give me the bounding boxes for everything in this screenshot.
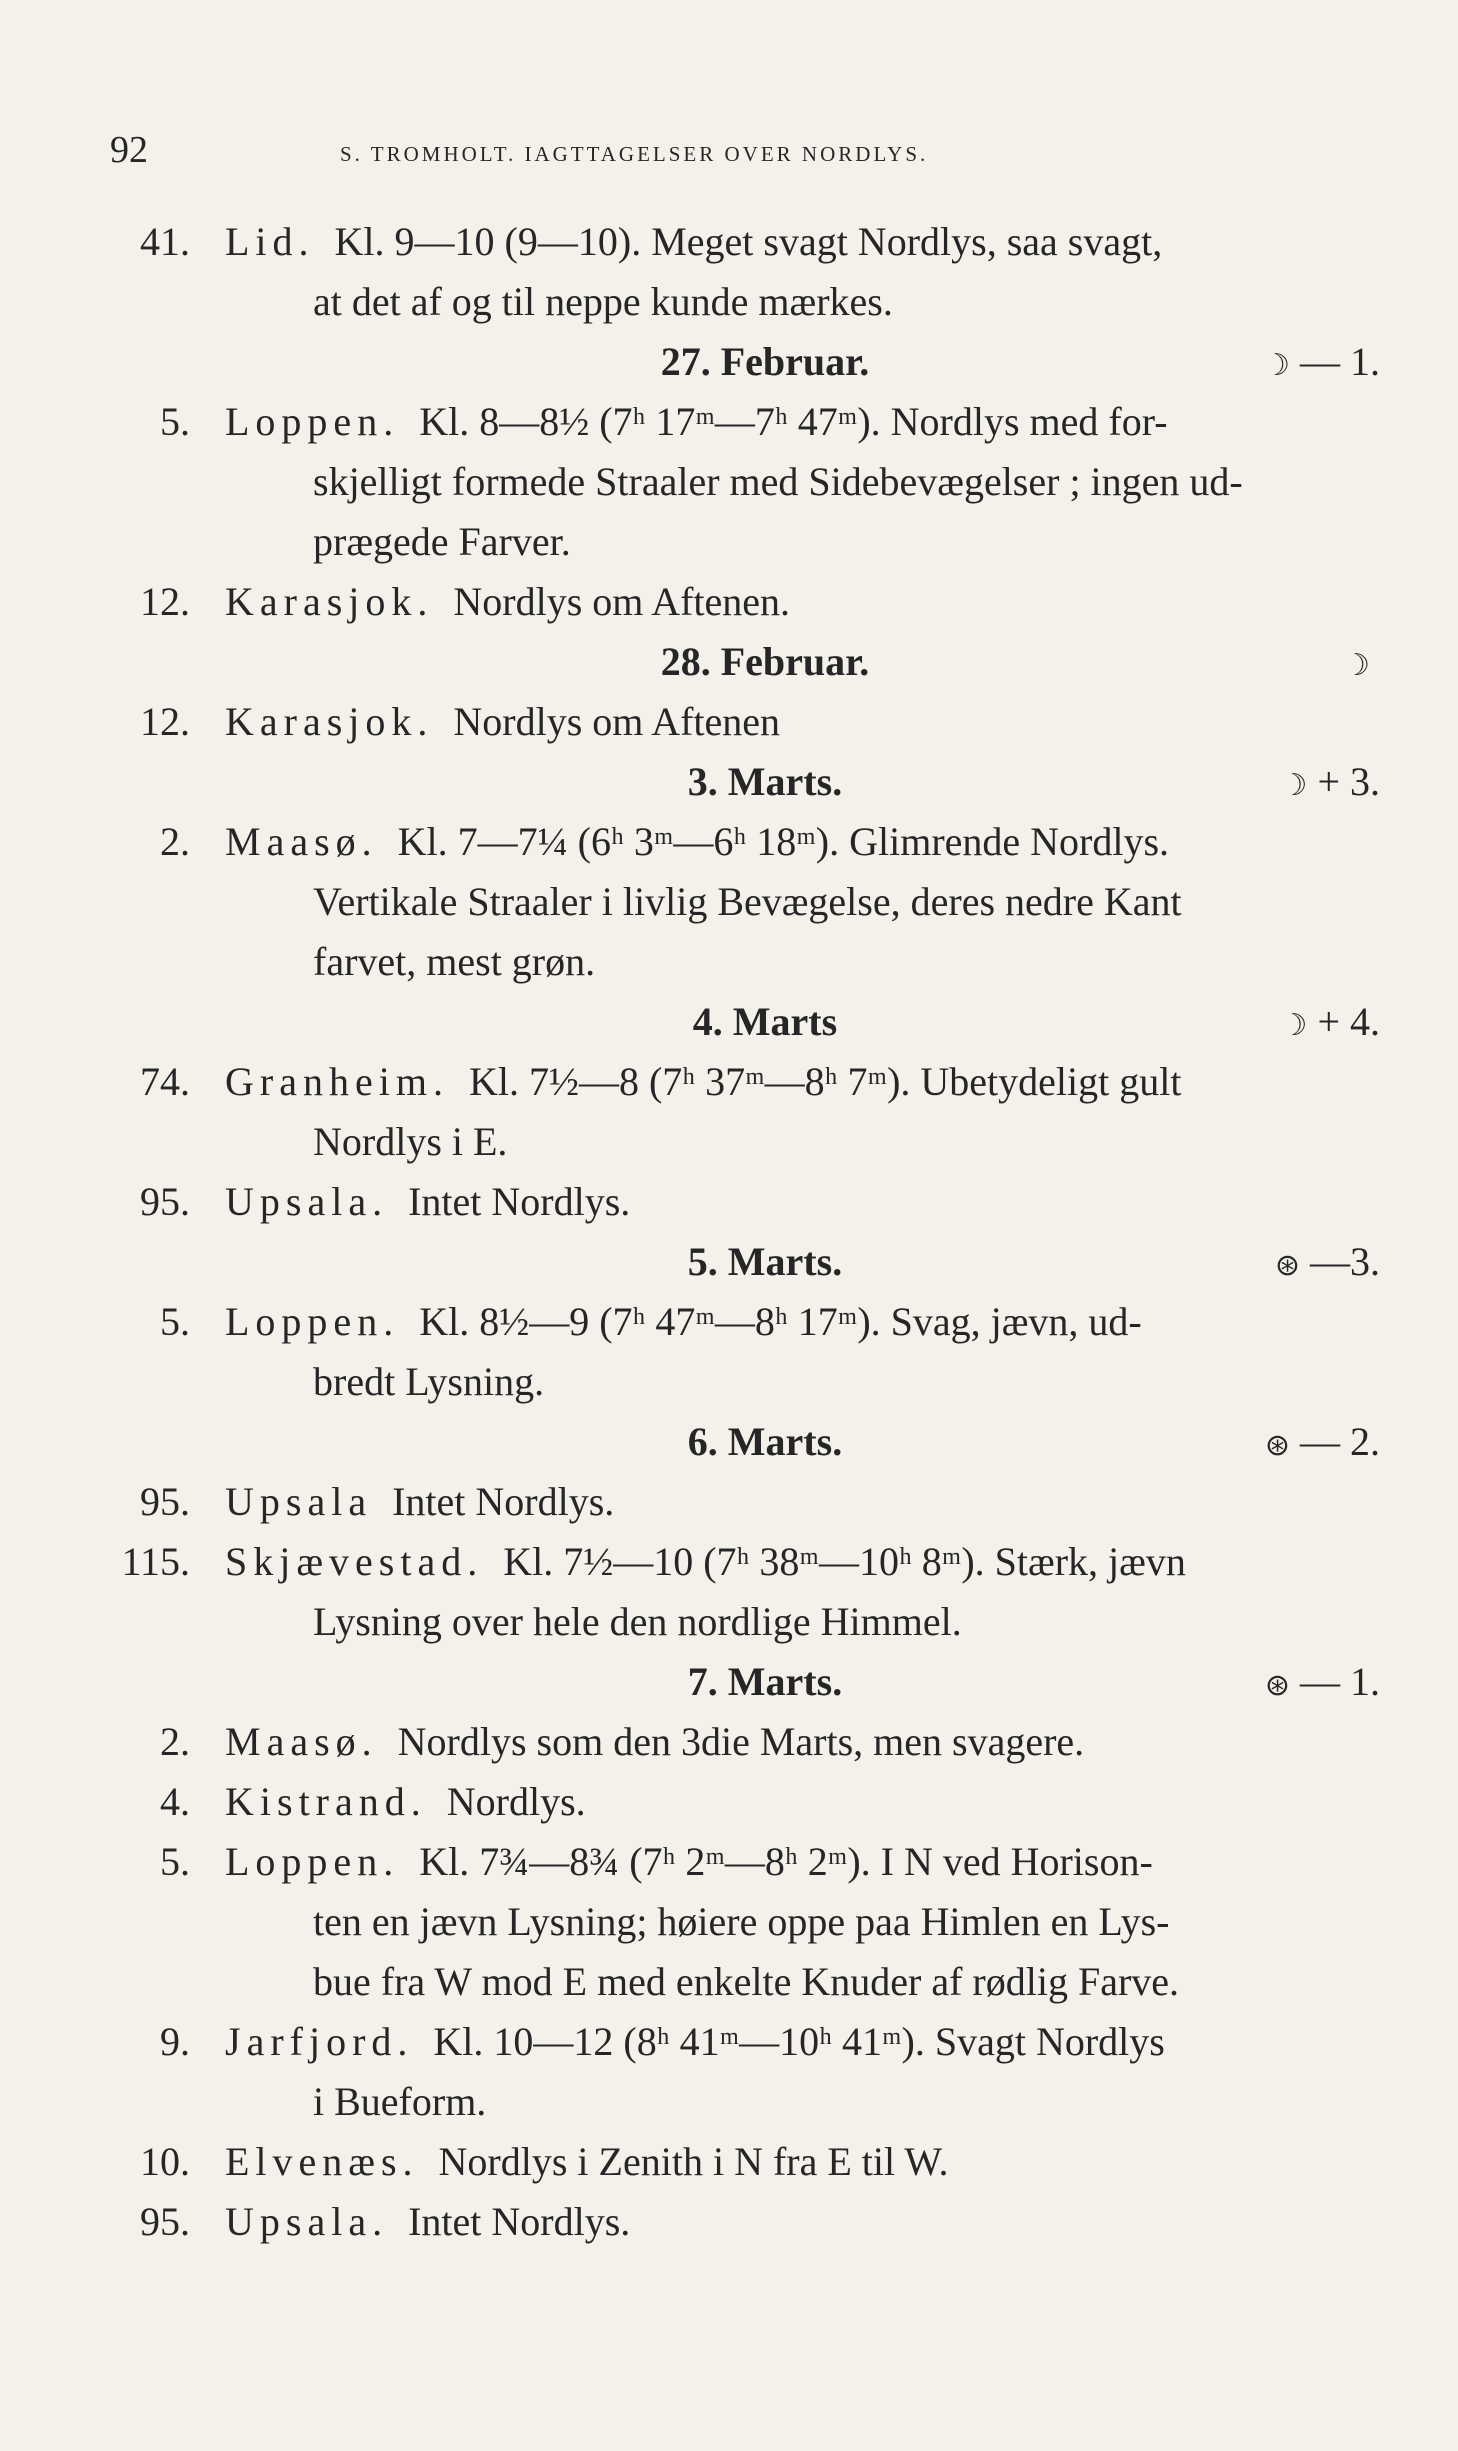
date-heading [0,992,1458,1052]
page-number: 92 [110,129,148,171]
moon-phase-spacer [1290,339,1300,384]
moon-phase-spacer [1307,999,1317,1044]
moon-phase-icon: ⊛ [1264,1428,1290,1463]
station-number: 95. [140,1179,190,1224]
word-spacer [399,1839,419,1884]
running-head: S. TROMHOLT. IAGTTAGELSER OVER NORDLYS. [340,142,929,166]
observation-text: Kl. 7—7¼ (6ʰ 3ᵐ—6ʰ 18ᵐ). Glimrende Nordlys. [397,819,1170,864]
observation-line [225,1172,1383,1232]
observation-text: prægede Farver. [313,519,571,564]
observation-line [225,692,1383,752]
moon-phase-value: + 3. [1317,759,1380,804]
station-name: Upsala [225,1479,373,1524]
station-number: 95. [140,2199,190,2244]
station-name: Maasø. [225,819,378,864]
date-label: 3. Marts. [687,759,843,804]
moon-phase [1265,1652,1380,1716]
observation-text: Kl. 9—10 (9—10). Meget svagt Nordlys, saa svagt, [334,219,1163,264]
observation-text: at det af og til neppe kunde mærkes. [313,279,893,324]
station-number: 115. [121,1539,190,1584]
date-heading [0,632,1458,692]
aurora-observations-list [0,212,1458,2252]
station-number: 4. [160,1779,190,1824]
observation-entry [0,572,1458,632]
date-heading [0,332,1458,392]
observation-text: Nordlys. [446,1779,586,1824]
observation-text: Kl. 8—8½ (7ʰ 17ᵐ—7ʰ 47ᵐ). Nordlys med for- [419,399,1168,444]
observation-text: Nordlys i E. [313,1119,508,1164]
date-label: 7. Marts. [687,1659,843,1704]
observation-text: bue fra W mod E med enkelte Knuder af rødlig Farve. [313,1959,1180,2004]
station-number: 41. [140,219,190,264]
observation-text: Intet Nordlys. [408,2199,631,2244]
word-spacer [315,219,335,264]
moon-phase-icon: ☽ [1280,768,1308,803]
station-name: Elvenæs. [225,2139,419,2184]
observation-entry [0,2012,1458,2132]
observation-text: Kl. 7½—10 (7ʰ 38ᵐ—10ʰ 8ᵐ). Stærk, jævn [503,1539,1186,1584]
observation-line [225,2012,1383,2072]
observation-text: Intet Nordlys. [408,1179,631,1224]
observation-line [225,512,1458,572]
observation-entry [0,812,1458,992]
station-number: 74. [140,1059,190,1104]
observation-line [225,1472,1383,1532]
observation-text: Nordlys om Aftenen. [453,579,791,624]
observation-line [225,872,1458,932]
word-spacer [419,2139,439,2184]
moon-phase-spacer [1290,1659,1300,1704]
observation-text: i Bueform. [313,2079,487,2124]
observation-line [225,2072,1458,2132]
date-heading [0,1232,1458,1292]
moon-phase-spacer [1300,1239,1310,1284]
station-number: 12. [140,699,190,744]
observation-line [225,1952,1458,2012]
moon-phase-value: — 2. [1300,1419,1380,1464]
word-spacer [433,579,453,624]
observation-text: Lysning over hele den nordlige Himmel. [313,1599,962,1644]
observation-entry [0,2192,1458,2252]
word-spacer [388,1179,408,1224]
moon-phase [1265,1412,1380,1476]
moon-phase [1343,632,1380,696]
word-spacer [413,2019,433,2064]
station-number: 12. [140,579,190,624]
observation-line [225,1772,1383,1832]
station-name: Upsala. [225,1179,389,1224]
observation-line [225,1352,1458,1412]
date-label: 27. Februar. [660,339,870,384]
observation-text: skjelligt formede Straaler med Sidebevægelser ; ingen ud- [313,459,1243,504]
station-name: Granheim. [225,1059,449,1104]
station-name: Loppen. [225,1839,400,1884]
observation-text: Kl. 7½—8 (7ʰ 37ᵐ—8ʰ 7ᵐ). Ubetydeligt gult [468,1059,1182,1104]
observation-line [225,1592,1458,1652]
station-number: 9. [160,2019,190,2064]
observation-text: Kl. 10—12 (8ʰ 41ᵐ—10ʰ 41ᵐ). Svagt Nordlys [433,2019,1165,2064]
observation-line [225,812,1383,872]
observation-entry [0,392,1458,572]
observation-line [225,1052,1383,1112]
observation-line [225,1892,1458,1952]
observation-text: Kl. 7¾—8¾ (7ʰ 2ᵐ—8ʰ 2ᵐ). I N ved Horison- [419,1839,1153,1884]
observation-line [225,1532,1383,1592]
observation-entry [0,1772,1458,1832]
station-name: Upsala. [225,2199,389,2244]
moon-phase [1281,992,1380,1056]
word-spacer [449,1059,469,1104]
observation-line [225,392,1383,452]
observation-text: Vertikale Straaler i livlig Bevægelse, deres nedre Kant [313,879,1182,924]
station-name: Karasjok. [225,579,434,624]
observation-text: Nordlys om Aftenen [453,699,781,744]
word-spacer [483,1539,503,1584]
observation-entry [0,2132,1458,2192]
station-number: 5. [160,1839,190,1884]
observation-entry [0,1172,1458,1232]
page-header [110,128,1380,178]
station-name: Loppen. [225,1299,400,1344]
word-spacer [427,1779,447,1824]
observation-text: farvet, mest grøn. [313,939,596,984]
moon-phase-icon: ⊛ [1264,1668,1290,1703]
observation-line [225,452,1458,512]
date-label: 4. Marts [692,999,838,1044]
observation-line [225,1832,1383,1892]
observation-entry [0,1472,1458,1532]
moon-phase-value: + 4. [1317,999,1380,1044]
observation-text: ten en jævn Lysning; høiere oppe paa Himlen en Lys- [313,1899,1170,1944]
observation-entry [0,1832,1458,2012]
word-spacer [433,699,453,744]
station-name: Maasø. [225,1719,378,1764]
word-spacer [399,399,419,444]
moon-phase [1275,1232,1380,1296]
moon-phase [1281,752,1380,816]
moon-phase-icon: ☽ [1343,648,1370,683]
station-name: Jarfjord. [225,2019,414,2064]
station-number: 5. [160,399,190,444]
observation-entry [0,692,1458,752]
observation-entry [0,212,1458,332]
observation-line [225,1712,1383,1772]
moon-phase [1263,332,1380,396]
observation-entry [0,1712,1458,1772]
observation-text: Nordlys i Zenith i N fra E til W. [438,2139,949,2184]
observation-entry [0,1052,1458,1172]
observation-line [225,2132,1383,2192]
date-heading [0,1412,1458,1472]
moon-phase-spacer [1307,759,1317,804]
date-label: 28. Februar. [660,639,870,684]
station-name: Kistrand. [225,1779,427,1824]
moon-phase-icon: ☽ [1280,1008,1308,1043]
observation-text: Kl. 8½—9 (7ʰ 47ᵐ—8ʰ 17ᵐ). Svag, jævn, ud- [419,1299,1142,1344]
word-spacer [378,1719,398,1764]
word-spacer [372,1479,392,1524]
word-spacer [399,1299,419,1344]
date-label: 6. Marts. [687,1419,843,1464]
station-number: 10. [140,2139,190,2184]
observation-line [225,272,1458,332]
station-name: Loppen. [225,399,400,444]
moon-phase-value: —3. [1310,1239,1380,1284]
word-spacer [388,2199,408,2244]
moon-phase-spacer [1290,1419,1300,1464]
moon-phase-value: — 1. [1300,339,1380,384]
observation-line [225,932,1458,992]
date-heading [0,752,1458,812]
station-number: 95. [140,1479,190,1524]
station-number: 5. [160,1299,190,1344]
observation-text: bredt Lysning. [313,1359,545,1404]
observation-line [225,1112,1458,1172]
moon-phase-value: — 1. [1300,1659,1380,1704]
station-name: Karasjok. [225,699,434,744]
observation-line [225,212,1383,272]
observation-entry [0,1292,1458,1412]
moon-phase-icon: ⊛ [1274,1248,1300,1283]
observation-entry [0,1532,1458,1652]
observation-text: Intet Nordlys. [392,1479,615,1524]
moon-phase-icon: ☽ [1263,348,1290,383]
observation-line [225,1292,1383,1352]
station-number: 2. [160,1719,190,1764]
date-heading [0,1652,1458,1712]
observation-line [225,572,1383,632]
date-label: 5. Marts. [687,1239,843,1284]
moon-phase-spacer [1370,639,1380,684]
observation-text: Nordlys som den 3die Marts, men svagere. [397,1719,1085,1764]
observation-line [225,2192,1383,2252]
word-spacer [378,819,398,864]
station-name: Lid. [225,219,315,264]
station-number: 2. [160,819,190,864]
station-name: Skjævestad. [225,1539,484,1584]
